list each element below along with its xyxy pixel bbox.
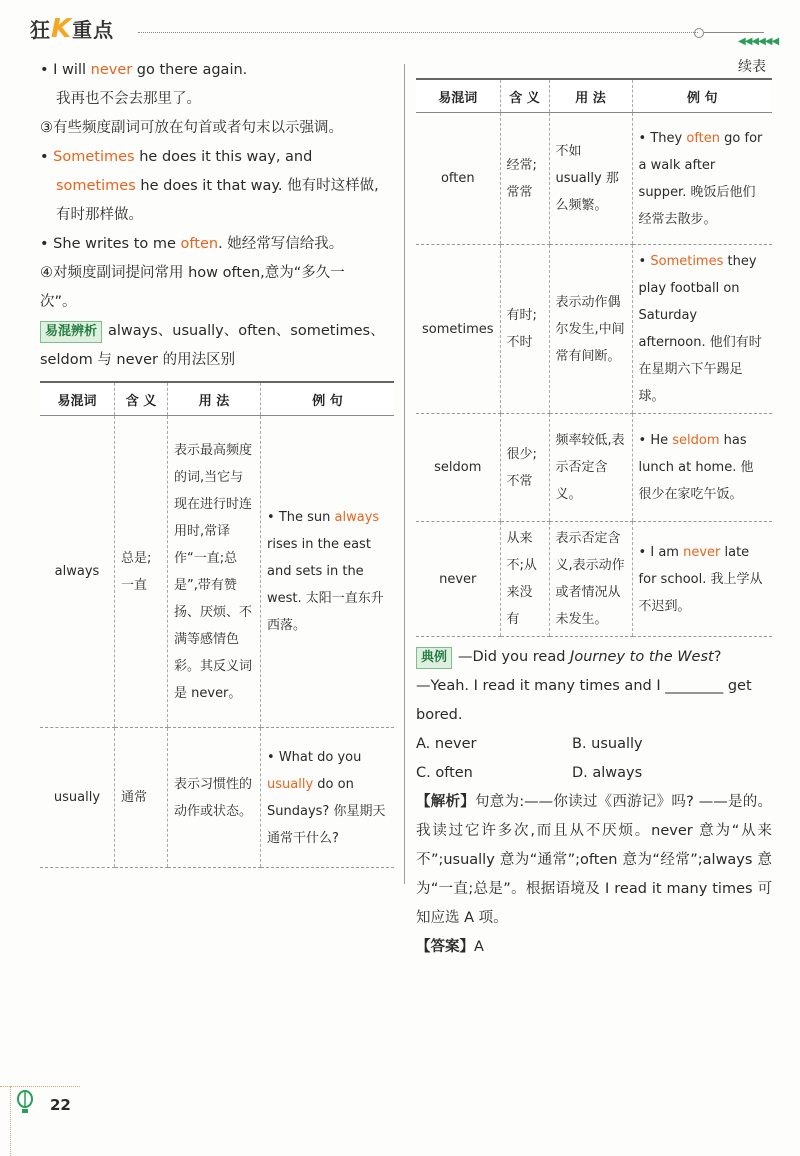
table-row	[416, 245, 772, 414]
meaning-cell: 从来不;从来没有	[500, 522, 549, 637]
option-b: B. usually	[572, 736, 643, 752]
example-sentence: • Sometimes he does it this way, and	[40, 149, 313, 165]
left-column	[40, 56, 394, 868]
options-row	[416, 759, 772, 788]
word-cell: sometimes	[416, 245, 500, 414]
word-cell: usually	[40, 728, 115, 868]
table-header: 例 句	[632, 79, 772, 113]
footer-divider-vertical	[10, 1086, 11, 1156]
translation: 有时那样做。	[56, 207, 143, 223]
usage-cell: 表示最高频度的词,当它与现在进行时连用时,常译作“一直;总是”,带有赞扬、厌烦、不满等感情色彩。其反义词是 never。	[168, 416, 261, 728]
question-line: —Yeah. I read it many times and I ________ get	[416, 678, 752, 694]
example-question	[416, 643, 772, 962]
table-row	[416, 113, 772, 245]
example-cell: • They often go for a walk after supper. 晚饭后他们经常去散步。	[632, 113, 772, 245]
example-cell: • He seldom has lunch at home. 他很少在家吃午饭。	[632, 414, 772, 522]
example-sentence: sometimes he does it that way. 他有时这样做,	[56, 178, 379, 194]
footer-divider	[0, 1086, 80, 1087]
example-cell: • The sun always rises in the east and sets in the west. 太阳一直东升西落。	[261, 416, 395, 728]
example-cell: • I am never late for school. 我上学从不迟到。	[632, 522, 772, 637]
usage-cell: 频率较低,表示否定含义。	[549, 414, 632, 522]
options-row	[416, 730, 772, 759]
right-column	[416, 56, 772, 962]
table-header: 易混词	[40, 382, 115, 416]
word-cell: always	[40, 416, 115, 728]
usage-cell: 表示习惯性的动作或状态。	[168, 728, 261, 868]
page-number: 22	[50, 1096, 71, 1114]
meaning-cell: 有时;不时	[500, 245, 549, 414]
table-header: 易混词	[416, 79, 500, 113]
header-dot	[694, 28, 704, 38]
rule-text: ③有些频度副词可放在句首或者句末以示强调。	[40, 120, 343, 136]
rule-text: 次”。	[40, 294, 77, 310]
question-line: 典例 —Did you read Journey to the West?	[416, 643, 772, 672]
example-tag: 典例	[416, 647, 452, 669]
brand-logo: 狂K重点	[30, 14, 115, 44]
table-row	[416, 414, 772, 522]
usage-cell: 不如 usually 那么频繁。	[549, 113, 632, 245]
usage-cell: 表示否定含义,表示动作或者情况从未发生。	[549, 522, 632, 637]
comparison-table	[40, 381, 394, 868]
header-arrows-icon: ◀◀◀◀◀◀	[738, 36, 779, 47]
table-header: 含 义	[500, 79, 549, 113]
usage-cell: 表示动作偶尔发生,中间常有间断。	[549, 245, 632, 414]
meaning-cell: 通常	[115, 728, 168, 868]
page-header	[18, 10, 788, 50]
example-sentence: • I will never go there again.	[40, 62, 248, 78]
balloon-icon	[16, 1090, 34, 1120]
option-c: C. often	[416, 765, 473, 781]
comparison-intro: seldom 与 never 的用法区别	[40, 352, 236, 368]
table-header: 用 法	[549, 79, 632, 113]
comparison-table-continued	[416, 78, 772, 637]
option-d: D. always	[572, 765, 643, 781]
question-line: bored.	[416, 707, 463, 723]
table-header: 例 句	[261, 382, 395, 416]
meaning-cell: 很少;不常	[500, 414, 549, 522]
comparison-intro: 易混辨析 always、usually、often、sometimes、	[40, 317, 394, 346]
table-row	[40, 416, 394, 728]
word-cell: never	[416, 522, 500, 637]
header-divider-2	[704, 32, 764, 33]
comparison-tag: 易混辨析	[40, 321, 102, 343]
answer: 【答案】A	[416, 939, 484, 955]
continued-label: 续表	[738, 59, 766, 75]
analysis: 【解析】句意为:——你读过《西游记》吗? ——是的。我读过它许多次,而且从不厌烦。never 意为“从来不”;usually 意为“通常”;often 意为“经常”;always 意为“一直;总是”。根据语境及 I read it many times 可知应选 A 项。	[416, 794, 772, 926]
table-header: 用 法	[168, 382, 261, 416]
meaning-cell: 总是;一直	[115, 416, 168, 728]
table-row	[416, 522, 772, 637]
translation: 我再也不会去那里了。	[56, 91, 201, 107]
word-cell: often	[416, 113, 500, 245]
word-cell: seldom	[416, 414, 500, 522]
table-header: 含 义	[115, 382, 168, 416]
header-divider	[138, 32, 698, 33]
option-a: A. never	[416, 736, 477, 752]
rule-text: ④对频度副词提问常用 how often,意为“多久一	[40, 265, 345, 281]
column-divider	[404, 64, 405, 884]
example-cell: • Sometimes they play football on Saturday afternoon. 他们有时在星期六下午踢足球。	[632, 245, 772, 414]
meaning-cell: 经常;常常	[500, 113, 549, 245]
table-row	[40, 728, 394, 868]
example-sentence: • She writes to me often. 她经常写信给我。	[40, 236, 344, 252]
example-cell: • What do you usually do on Sundays? 你星期天通常干什么?	[261, 728, 395, 868]
